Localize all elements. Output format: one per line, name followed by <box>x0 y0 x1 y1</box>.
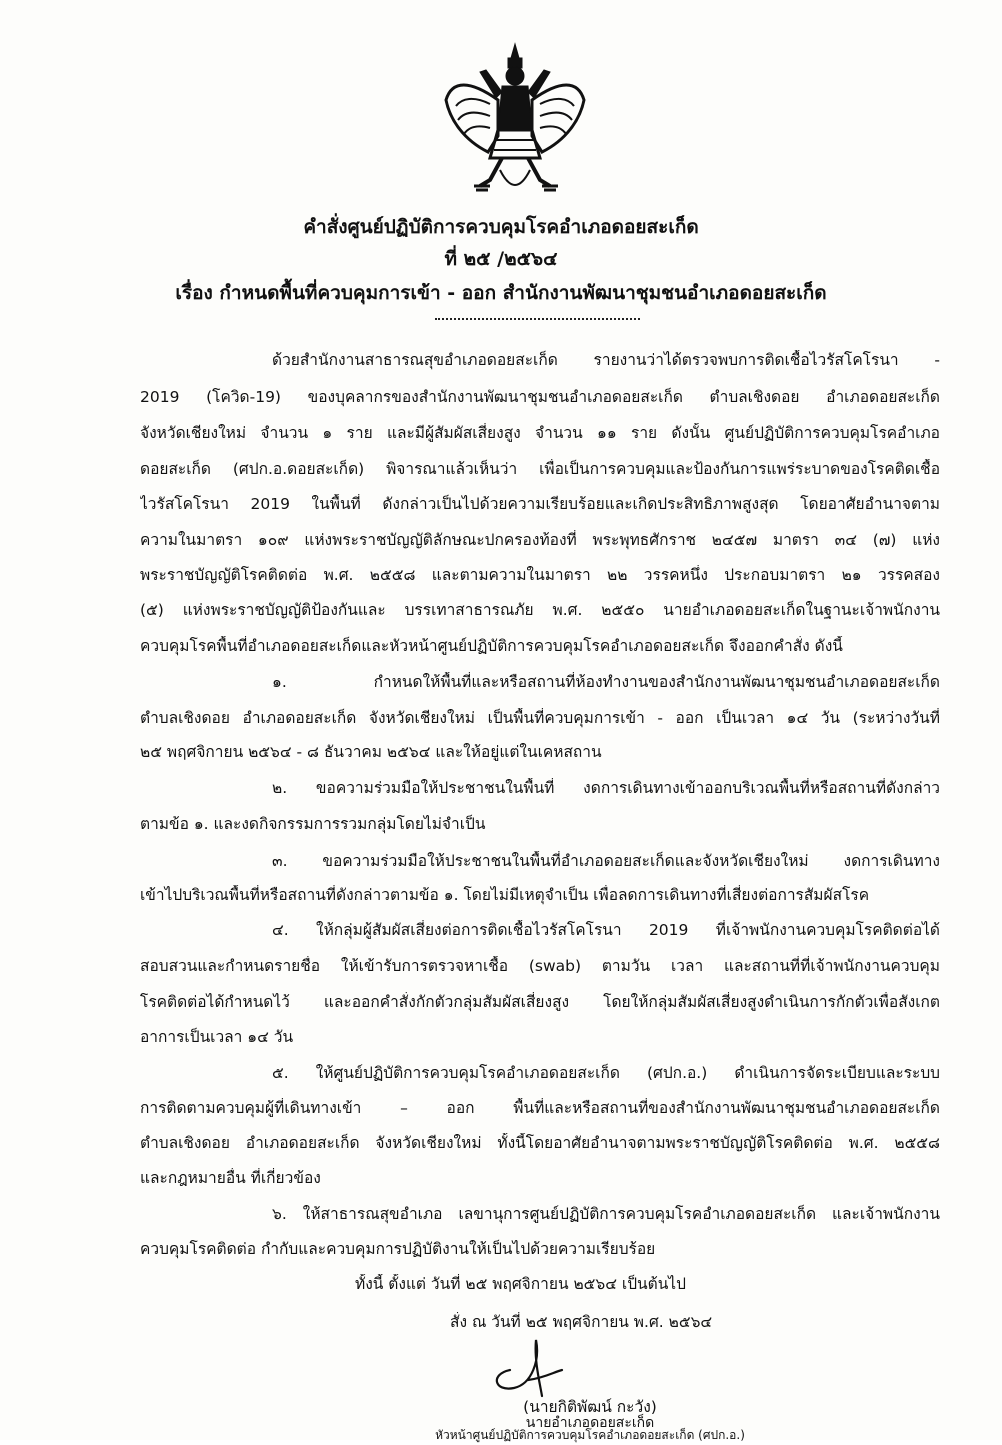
body-line: ดอยสะเก็ด (ศปก.อ.ดอยสะเก็ด) พิจารณาแล้วเห็นว่า เพื่อเป็นการควบคุมและป้องกันการแพร่ระบาดของโรคติดเชื้อ <box>140 460 940 478</box>
item-1-line: ๑. กำหนดให้พื้นที่และหรือสถานที่ห้องทำงานของสำนักงานพัฒนาชุมชนอำเภอดอยสะเก็ด <box>272 673 940 691</box>
order-subject: เรื่อง กำหนดพื้นที่ควบคุมการเข้า - ออก สำนักงานพัฒนาชุมชนอำเภอดอยสะเก็ด <box>175 282 827 304</box>
signer-title: นายอำเภอดอยสะเก็ด <box>525 1415 655 1431</box>
body-line: ด้วยสำนักงานสาธารณสุขอำเภอดอยสะเก็ด รายงานว่าได้ตรวจพบการติดเชื้อไวรัสโคโรนา - <box>272 351 940 369</box>
item-3-line: เข้าไปบริเวณพื้นที่หรือสถานที่ดังกล่าวตามข้อ ๑. โดยไม่มีเหตุจำเป็น เพื่อลดการเดินทางที่เสี่ยงต่อการสัมผัสโรค <box>140 886 870 904</box>
item-4-line: สอบสวนและกำหนดรายชื่อ ให้เข้ารับการตรวจหาเชื้อ (swab) ตามวัน เวลา และสถานที่ที่เจ้าพนักงานควบคุม <box>140 957 940 975</box>
item-4-line: อาการเป็นเวลา ๑๔ วัน <box>140 1028 294 1046</box>
body-line: (๕) แห่งพระราชบัญญัติป้องกันและ บรรเทาสาธารณภัย พ.ศ. ๒๕๕๐ นายอำเภอดอยสะเก็ดในฐานะเจ้าพนักงาน <box>140 601 940 619</box>
item-4-line: โรคติดต่อได้กำหนดไว้ และออกคำสั่งกักตัวกลุ่มสัมผัสเสี่ยงสูง โดยให้กลุ่มสัมผัสเสี่ยงสูงดำเนินการกักตัวเพื่อสังเกต <box>140 993 940 1011</box>
body-line: ควบคุมโรคพื้นที่อำเภอดอยสะเก็ดและหัวหน้าศูนย์ปฏิบัติการควบคุมโรคอำเภอดอยสะเก็ด จึงออกคำสั่ง ดังนี้ <box>140 637 843 655</box>
body-line: จังหวัดเชียงใหม่ จำนวน ๑ ราย และมีผู้สัมผัสเสี่ยงสูง จำนวน ๑๑ ราย ดังนั้น ศูนย์ปฏิบัติการควบคุมโรคอำเภอ <box>140 424 940 442</box>
item-1-line: ๒๕ พฤศจิกายน ๒๕๖๔ - ๘ ธันวาคม ๒๕๖๔ และให้อยู่แต่ในเคหสถาน <box>140 743 602 761</box>
item-5-line: การติดตามควบคุมผู้ที่เดินทางเข้า – ออก พื้นที่และหรือสถานที่ของสำนักงานพัฒนาชุมชนอำเภอดอยสะเก็ด <box>140 1099 940 1117</box>
item-2-line: ๒. ขอความร่วมมือให้ประชาชนในพื้นที่ งดการเดินทางเข้าออกบริเวณพื้นที่หรือสถานที่ดังกล่าว <box>272 779 940 797</box>
item-1-line: ตำบลเชิงดอย อำเภอดอยสะเก็ด จังหวัดเชียงใหม่ เป็นพื้นที่ควบคุมการเข้า - ออก เป็นเวลา ๑๔ วัน (ระหว่างวันที่ <box>140 709 940 727</box>
item-6-line: ๖. ให้สาธารณสุขอำเภอ เลขานุการศูนย์ปฏิบัติการควบคุมโรคอำเภอดอยสะเก็ด และเจ้าพนักงาน <box>272 1205 940 1223</box>
item-5-line: ๕. ให้ศูนย์ปฏิบัติการควบคุมโรคอำเภอดอยสะเก็ด (ศปก.อ.) ดำเนินการจัดระเบียบและระบบ <box>272 1064 940 1082</box>
order-title: คำสั่งศูนย์ปฏิบัติการควบคุมโรคอำเภอดอยสะเก็ด <box>303 216 699 238</box>
item-4-line: ๔. ให้กลุ่มผู้สัมผัสเสี่ยงต่อการติดเชื้อไวรัสโคโรนา 2019 ที่เจ้าพนักงานควบคุมโรคติดต่อได้ <box>272 921 940 939</box>
item-3-line: ๓. ขอความร่วมมือให้ประชาชนในพื้นที่อำเภอดอยสะเก็ดและจังหวัดเชียงใหม่ งดการเดินทาง <box>272 852 940 870</box>
item-6-line: ควบคุมโรคติดต่อ กำกับและควบคุมการปฏิบัติงานให้เป็นไปด้วยความเรียบร้อย <box>140 1240 656 1258</box>
effective-date: ทั้งนี้ ตั้งแต่ วันที่ ๒๕ พฤศจิกายน ๒๕๖๔ เป็นต้นไป <box>355 1275 686 1293</box>
dotted-divider <box>435 318 640 320</box>
body-line: พระราชบัญญัติโรคติดต่อ พ.ศ. ๒๕๕๘ และตามความในมาตรา ๒๒ วรรคหนึ่ง ประกอบมาตรา ๒๑ วรรคสอง <box>140 566 940 584</box>
ordered-date: สั่ง ณ วันที่ ๒๕ พฤศจิกายน พ.ศ. ๒๕๖๔ <box>450 1313 713 1331</box>
body-line: 2019 (โควิด-19) ของบุคลากรของสำนักงานพัฒนาชุมชนอำเภอดอยสะเก็ด ตำบลเชิงดอย อำเภอดอยสะเก็ด <box>140 388 940 406</box>
body-line: ไวรัสโคโรนา 2019 ในพื้นที่ ดังกล่าวเป็นไปด้วยความเรียบร้อยและเกิดประสิทธิภาพสูงสุด โดยอาศัยอำนาจตาม <box>140 495 940 513</box>
item-5-line: และกฎหมายอื่น ที่เกี่ยวข้อง <box>140 1169 321 1187</box>
order-number: ที่ ๒๕ /๒๕๖๔ <box>444 248 558 270</box>
garuda-emblem-icon <box>440 40 590 200</box>
signer-role: หัวหน้าศูนย์ปฏิบัติการควบคุมโรคอำเภอดอยสะเก็ด (ศปก.อ.) <box>435 1428 745 1442</box>
item-5-line: ตำบลเชิงดอย อำเภอดอยสะเก็ด จังหวัดเชียงใหม่ ทั้งนี้โดยอาศัยอำนาจตามพระราชบัญญัติโรคติดต่อ พ.ศ. ๒๕๕๘ <box>140 1134 940 1152</box>
item-2-line: ตามข้อ ๑. และงดกิจกรรมการรวมกลุ่มโดยไม่จำเป็น <box>140 815 486 833</box>
body-line: ความในมาตรา ๑๐๙ แห่งพระราชบัญญัติลักษณะปกครองท้องที่ พระพุทธศักราช ๒๔๕๗ มาตรา ๓๔ (๗) แห่ง <box>140 531 940 549</box>
signature-icon <box>480 1330 590 1400</box>
signer-name: (นายกิติพัฒน์ กะวัง) <box>523 1398 657 1416</box>
